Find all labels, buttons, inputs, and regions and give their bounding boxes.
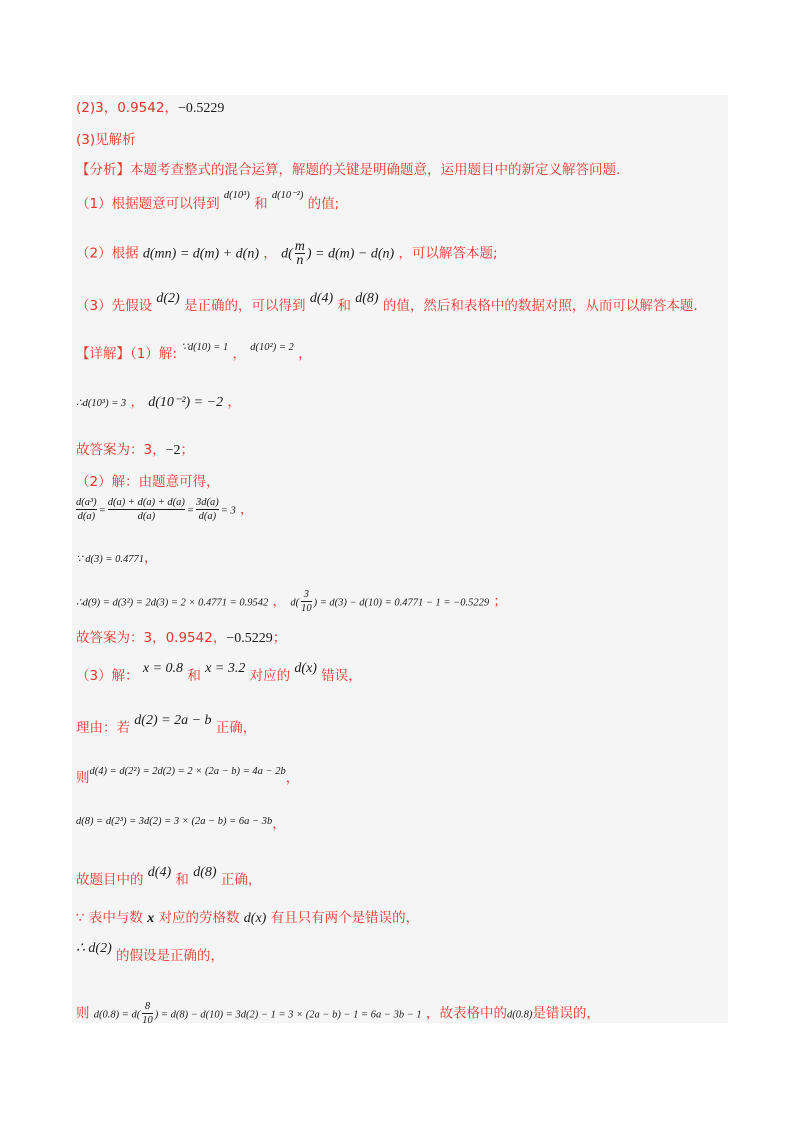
analysis-step3: （3）先假设 d(2) 是正确的，可以得到 d(4) 和 d(8) 的值，然后和表格中的数据对照，从而可以解答本题.	[76, 291, 698, 314]
answer2: 故答案为：3，0.9542，−0.5229；	[76, 630, 287, 646]
answer-part3: (3)见解析	[76, 132, 136, 148]
answer1: 故答案为：3，−2；	[76, 442, 194, 458]
detail-step1: 【详解】（1）解: $^{\because d(10) = 1}$ ， $^{d(10^2) = 2}$ ，	[76, 342, 312, 362]
answer-part2: (2)3，0.9542，−0.5229	[76, 100, 225, 116]
conclusion-d4-d8: 故题目中的 d(4) 和 d(8) 正确，	[76, 865, 262, 888]
assumption-correct: ∴ d(2) 的假设是正确的，	[76, 941, 225, 964]
fraction-equation: $\frac{\text{d(a³)}}{d(a)}$ = $\frac{d(a) + d(a) + d(a)}{d(a)}$ = $\frac{3d(a)}{d(a)}$ = 3 ，	[76, 497, 254, 522]
detail-step3: （3）解： x = 0.8 和 x = 3.2 对应的 d(x) 错误，	[76, 661, 362, 684]
computation-d9: ∴d(9) = d(3²) = 2d(3) = 2 × 0.4771 = 0.9542 ， d( $\frac{3}{10}$ ) = d(3) − d(10) = 0.4771 − 1 = −0.5229 ；	[76, 589, 507, 614]
analysis-heading: 【分析】本题考查整式的混合运算，解题的关键是明确题意，运用题目中的新定义解答问题.	[76, 162, 621, 178]
computation-d8: $^{d(8) = d(2^3) = 3d(2) = 3 \times (2a - b) = 6a - 3b}$，	[76, 816, 286, 832]
detail-step1-result: ∴d(10³) = 3 ， d(10⁻²) = −2 ，	[76, 394, 241, 410]
final-computation: 则 d(0.8) = d( $\frac{8}{10}$ ) = d(8) − d(10) = 3d(2) − 1 = 3 × (2a − b) − 1 = 6a − 3b − 1 ，故表格中的d(0.8)是错误的，	[76, 1001, 600, 1026]
given-d3: ∵ d(3) = 0.4771，	[76, 550, 158, 566]
computation-d4: 则$^{d(4) = d(2^2) = 2d(2) = 2 \times (2a - b) = 4a - 2b}$，	[76, 766, 300, 786]
table-reasoning: ∵ 表中与数 x 对应的劳格数 d(x) 有且只有两个是错误的，	[76, 910, 420, 926]
analysis-step2: （2）根据 d(mn) = d(m) + d(n) ， d( $\frac{m}{n}$ ) = d(m) − d(n) ，可以解答本题;	[76, 239, 498, 268]
reason-line: 理由：若 d(2) = 2a − b 正确，	[76, 713, 257, 736]
analysis-step1: （1）根据题意可以得到 $^{d(10^3)}$ 和 $^{d(10^{-2})}$ 的值;	[76, 190, 340, 212]
detail-step2: （2）解：由题意可得，	[76, 474, 220, 490]
